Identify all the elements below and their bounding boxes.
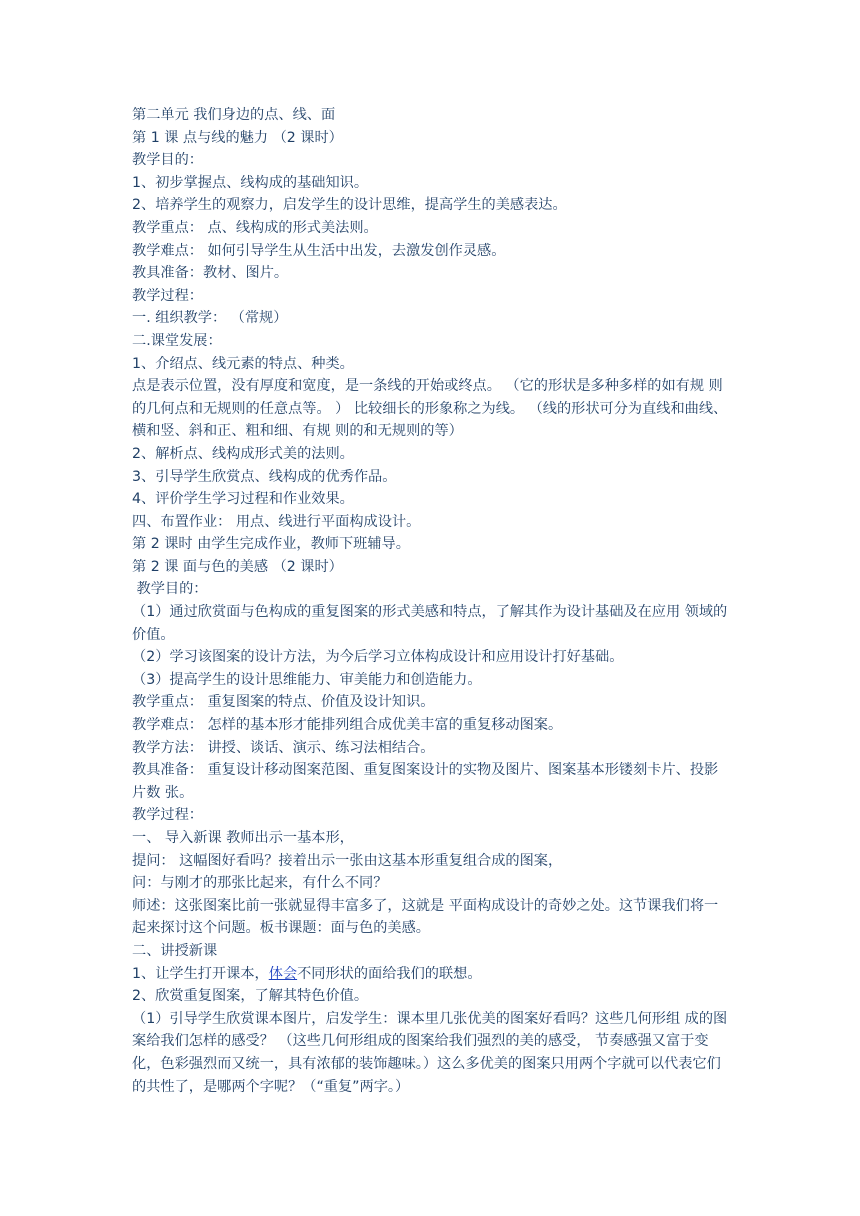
- lesson2-item-2: 2、欣赏重复图案，了解其特色价值。: [132, 988, 369, 1005]
- lesson2-process-label: 教学过程：: [132, 807, 203, 824]
- lesson1-dev-1-detail: 点是表示位置，没有厚度和宽度，是一条线的开始或终点。 （它的形状是多种多样的如有规 则的几何点和无规则的任意点等。 ） 比较细长的形象称之为线。 （线的形状可分为直线和曲线、横和竖、斜和正、粗和细、有规 则的和无规则的等）: [132, 378, 728, 440]
- lesson2-goals-label: 教学目的：: [132, 581, 208, 598]
- tihui-link[interactable]: 体会: [268, 965, 298, 982]
- lesson1-dev-2: 2、解析点、线构成形式美的法则。: [132, 445, 354, 462]
- lesson1-homework: 四、布置作业： 用点、线进行平面构成设计。: [132, 513, 421, 530]
- lesson2-item-1-pre: 1、让学生打开课本，: [132, 965, 269, 982]
- document-body: [132, 104, 732, 1098]
- lesson1-goal-1: 1、初步掌握点、线构成的基础知识。: [132, 174, 369, 191]
- lesson1-materials: 教具准备：教材、图片。: [132, 265, 289, 282]
- lesson1-goals-label: 教学目的：: [132, 152, 203, 169]
- lesson1-dev-4: 4、评价学生学习过程和作业效果。: [132, 491, 354, 508]
- lesson2-goal-2: （2）学习该图案的设计方法，为今后学习立体构成设计和应用设计打好基础。: [132, 649, 624, 666]
- lesson1-dev-3: 3、引导学生欣赏点、线构成的优秀作品。: [132, 468, 397, 485]
- lesson2-teacher-statement: 师述：这张图案比前一张就显得丰富多了，这就是 平面构成设计的奇妙之处。这节课我们将一起来探讨这个问题。板书课题：面与色的美感。: [132, 897, 719, 937]
- lesson2-materials: 教具准备： 重复设计移动图案范图、重复图案设计的实物及图片、图案基本形镂刻卡片、投影片数 张。: [132, 762, 719, 801]
- lesson1-goal-2: 2、培养学生的观察力，启发学生的设计思维，提高学生的美感表达。: [132, 197, 567, 214]
- lesson1-difficulty: 教学难点： 如何引导学生从生活中出发，去激发创作灵感。: [132, 242, 506, 259]
- lesson1-step-organize: 一. 组织教学： （常规）: [132, 310, 288, 327]
- lesson1-period-2: 第 2 课时 由学生完成作业，教师下班辅导。: [132, 536, 410, 553]
- lesson2-question: 提问： 这幅图好看吗？接着出示一张由这基本形重复组合成的图案，: [132, 852, 563, 869]
- lesson2-item-1: [132, 963, 732, 986]
- lesson2-goal-1: （1）通过欣赏面与色构成的重复图案的形式美感和特点，了解其作为设计基础及在应用 领域的价值。: [132, 604, 728, 643]
- lesson1-key-points: 教学重点： 点、线构成的形式美法则。: [132, 219, 378, 236]
- lesson2-methods: 教学方法： 讲授、谈话、演示、练习法相结合。: [132, 739, 435, 756]
- lesson1-dev-1: 1、介绍点、线元素的特点、种类。: [132, 355, 354, 372]
- lesson2-title: 第 2 课 面与色的美感 （2 课时）: [132, 558, 343, 575]
- lesson2-item-2-detail: （1）引导学生欣赏课本图片，启发学生：课本里几张优美的图案好看吗？这些几何形组 成的图案给我们怎样的感受？ （这些几何形组成的图案给我们强烈的美的感受， 节奏感强又富于变化，色彩强烈而又统一，具有浓郁的装饰趣味。）这么多优美的图案只用两个字就可以代表它们的共性了，是哪两个字呢？（“重复”两字。）: [132, 1010, 728, 1095]
- lesson1-step-develop: 二.课堂发展：: [132, 332, 222, 349]
- lesson2-intro: 一、 导入新课 教师出示一基本形，: [132, 830, 354, 846]
- lesson2-difficulty: 教学难点： 怎样的基本形才能排列组合成优美丰富的重复移动图案。: [132, 717, 563, 734]
- lesson2-item-1-post: 不同形状的面给我们的联想。: [297, 965, 482, 982]
- lesson2-key-points: 教学重点： 重复图案的特点、价值及设计知识。: [132, 694, 435, 711]
- unit-title: 第二单元 我们身边的点、线、面: [132, 107, 336, 123]
- lesson1-process-label: 教学过程：: [132, 287, 203, 304]
- lesson2-ask: 问：与刚才的那张比起来，有什么不同？: [132, 875, 388, 892]
- lesson1-title: 第 1 课 点与线的魅力 （2 课时）: [132, 129, 343, 146]
- lesson2-goal-3: （3）提高学生的设计思维能力、审美能力和创造能力。: [132, 671, 482, 688]
- lesson2-new-lesson: 二、讲授新课: [132, 942, 218, 959]
